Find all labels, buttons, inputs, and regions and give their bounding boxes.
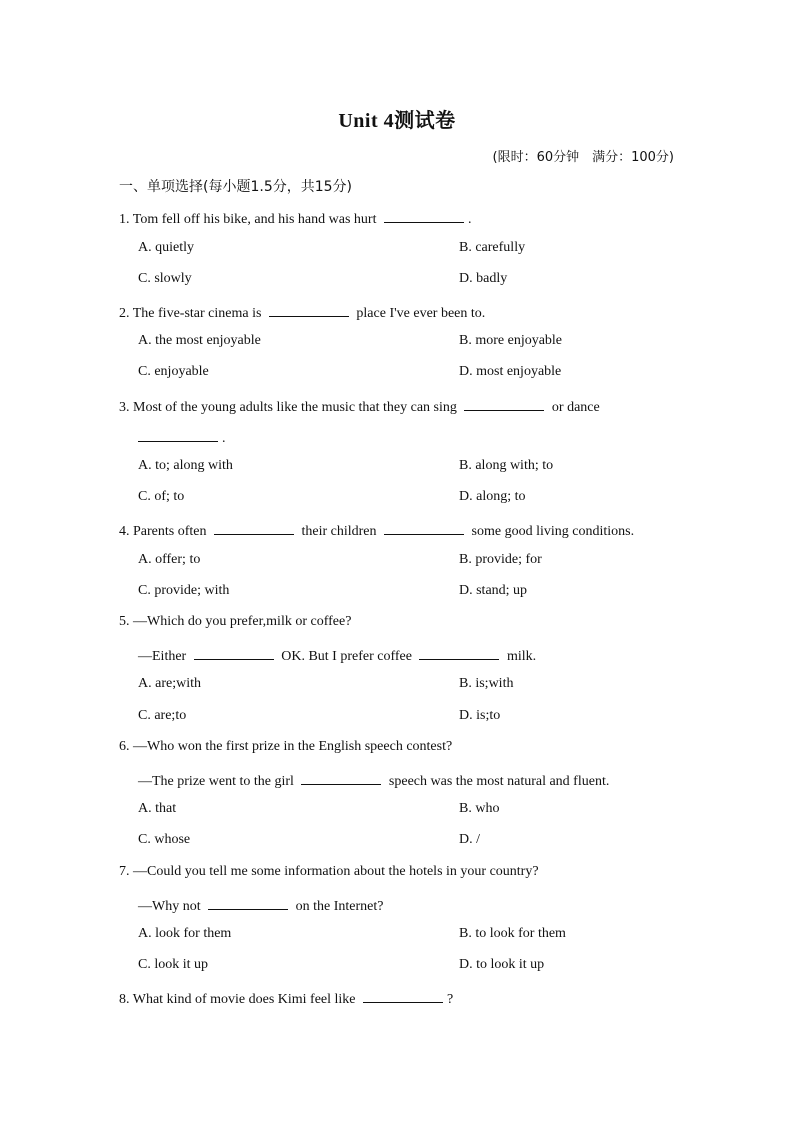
page-title: Unit 4测试卷 xyxy=(338,110,456,132)
option-a: A. quietly xyxy=(138,240,194,255)
question-text: their children xyxy=(297,524,381,539)
option-a: A. the most enjoyable xyxy=(138,333,261,348)
answer-blank xyxy=(384,208,464,223)
option-d: D. / xyxy=(459,832,480,847)
answer-blank xyxy=(208,895,288,910)
option-b: B. more enjoyable xyxy=(459,333,563,348)
question-text: 5. —Which do you prefer,milk or coffee? xyxy=(119,614,352,629)
option-c: C. slowly xyxy=(138,271,192,286)
option-b: B. is;with xyxy=(459,676,514,691)
option-a: A. that xyxy=(138,801,177,816)
option-d: D. to look it up xyxy=(459,957,545,972)
question-text: OK. But I prefer coffee xyxy=(277,649,416,664)
option-d: D. stand; up xyxy=(459,583,528,598)
answer-blank xyxy=(214,520,294,535)
question-text: ? xyxy=(447,992,454,1007)
answer-blank xyxy=(301,770,381,785)
question-6-reply xyxy=(138,770,609,790)
question-text: speech was the most natural and fluent. xyxy=(385,774,610,789)
option-d: D. is;to xyxy=(459,708,501,723)
question-text: 3. Most of the young adults like the music that they can sing xyxy=(119,400,461,415)
question-text: or dance xyxy=(548,400,600,415)
question-7 xyxy=(119,864,539,880)
question-text: 4. Parents often xyxy=(119,524,210,539)
answer-blank xyxy=(363,988,443,1003)
question-text: —Either xyxy=(138,649,190,664)
option-b: B. carefully xyxy=(459,240,526,255)
answer-blank xyxy=(138,427,218,442)
option-a: A. are;with xyxy=(138,676,201,691)
question-text: —Why not xyxy=(138,899,205,914)
question-text: 2. The five-star cinema is xyxy=(119,306,265,321)
question-1 xyxy=(119,208,471,228)
question-text: 1. Tom fell off his bike, and his hand was hurt xyxy=(119,212,380,227)
option-c: C. of; to xyxy=(138,489,185,504)
exam-meta: (限时：60分钟 满分：100分) xyxy=(492,150,674,165)
option-d: D. badly xyxy=(459,271,508,286)
question-3-continuation xyxy=(138,427,226,447)
question-text: . xyxy=(222,431,226,446)
question-text: milk. xyxy=(503,649,537,664)
question-2 xyxy=(119,302,485,322)
option-c: C. whose xyxy=(138,832,191,847)
option-a: A. offer; to xyxy=(138,552,201,567)
question-4 xyxy=(119,520,634,540)
question-3 xyxy=(119,396,600,416)
question-5 xyxy=(119,614,351,630)
answer-blank xyxy=(419,645,499,660)
question-6 xyxy=(119,739,452,755)
answer-blank xyxy=(384,520,464,535)
question-7-reply xyxy=(138,895,383,915)
option-c: C. look it up xyxy=(138,957,209,972)
question-text: —The prize went to the girl xyxy=(138,774,298,789)
option-b: B. who xyxy=(459,801,500,816)
question-8 xyxy=(119,988,453,1008)
question-text: 8. What kind of movie does Kimi feel like xyxy=(119,992,360,1007)
question-text: 6. —Who won the first prize in the English speech contest? xyxy=(119,739,453,754)
question-text: on the Internet? xyxy=(292,899,384,914)
question-text: . xyxy=(467,212,472,227)
option-c: C. enjoyable xyxy=(138,364,209,379)
option-c: C. provide; with xyxy=(138,583,230,598)
answer-blank xyxy=(194,645,274,660)
option-d: D. most enjoyable xyxy=(459,364,562,379)
answer-blank xyxy=(464,396,544,411)
option-b: B. provide; for xyxy=(459,552,542,567)
option-d: D. along; to xyxy=(459,489,526,504)
option-a: A. look for them xyxy=(138,926,232,941)
answer-blank xyxy=(269,302,349,317)
option-a: A. to; along with xyxy=(138,458,233,473)
section-heading: 一、单项选择(每小题1.5分，共15分) xyxy=(119,179,353,195)
question-5-reply xyxy=(138,645,536,665)
option-b: B. to look for them xyxy=(459,926,566,941)
question-text: some good living conditions. xyxy=(468,524,635,539)
question-text: place I've ever been to. xyxy=(352,306,486,321)
question-text: 7. —Could you tell me some information about the hotels in your country? xyxy=(119,864,539,879)
option-b: B. along with; to xyxy=(459,458,554,473)
option-c: C. are;to xyxy=(138,708,187,723)
